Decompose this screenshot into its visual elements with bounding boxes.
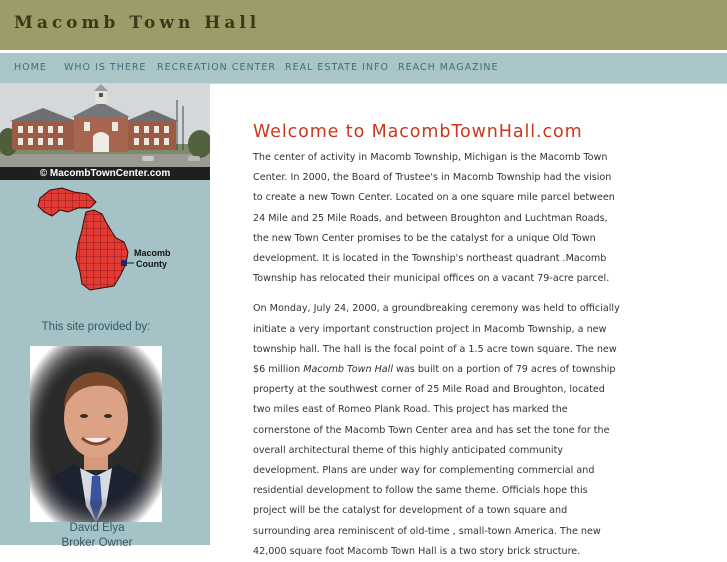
lower-peninsula-shape xyxy=(76,210,128,290)
town-hall-illustration xyxy=(0,84,210,180)
nav-reach-magazine[interactable]: REACH MAGAZINE xyxy=(398,62,499,73)
main-nav xyxy=(0,53,727,84)
page-title: Welcome to MacombTownHall.com xyxy=(253,122,583,142)
main-content xyxy=(253,121,623,562)
history-text-start: On Monday, July 24, 2000, a groundbreaking ceremony was held to officially initiate a very important construction project in Macomb Township, a new township hall. The hall is the focal point of a 1.5 acre town square. The new $6 million xyxy=(253,303,620,376)
site-title: Macomb Town Hall xyxy=(14,13,261,33)
intro-paragraph: The center of activity in Macomb Township, Michigan is the Macomb Town Center. In 2000, the Board of Trustee's in Macomb Township had the vision to create a new Town Center. Located on a one square mile parcel between 24 Mile and 25 Mile Roads, and between Broughton and Luchtman Roads, the new Town Center promises to be the catalyst for a unique Old Town development. It is located in the Township's northeast quadrant .Macomb Township has relocated their municipal offices on a vacant 79-acre parcel. xyxy=(253,152,615,285)
town-hall-emphasis: Macomb Town Hall xyxy=(303,364,393,376)
site-header xyxy=(0,0,727,50)
history-text-end: was built on a portion of 79 acres of township property at the southwest corner of 25 Mile Road and Broughton, located two miles east of Romeo Plank Road. This project has marked the cornerstone of the Macomb Town Center area and has set the tone for the overall architectural theme of this highly anticipated community development. Plans are under way for complementing commercial and residential development to follow the same theme. Officials hope this project will be the catalyst for development of a town square and surrounding area reminiscent of old-time , small-town America. The new 42,000 square foot Macomb Town Hall is a two story brick structure. xyxy=(253,364,616,557)
nav-recreation-center[interactable]: RECREATION CENTER xyxy=(157,62,276,73)
history-paragraph xyxy=(253,299,623,562)
map-label-county: County xyxy=(136,259,167,269)
provided-by-label: This site provided by: xyxy=(41,321,151,333)
map-label-macomb: Macomb xyxy=(134,248,171,258)
agent-portrait xyxy=(30,346,162,522)
macomb-county-marker xyxy=(121,260,127,266)
nav-who-is-there[interactable]: WHO IS THERE xyxy=(64,62,147,73)
michigan-map xyxy=(30,186,180,298)
sidebar xyxy=(0,84,210,549)
photo-credit: © MacombTownCenter.com xyxy=(0,167,210,180)
agent-title: Broker Owner xyxy=(61,537,133,549)
agent-name: David Elya xyxy=(69,522,125,534)
nav-real-estate-info[interactable]: REAL ESTATE INFO xyxy=(285,62,389,73)
town-hall-photo xyxy=(0,84,210,180)
nav-home[interactable]: HOME xyxy=(14,62,47,73)
agent-portrait-illustration xyxy=(30,346,162,522)
